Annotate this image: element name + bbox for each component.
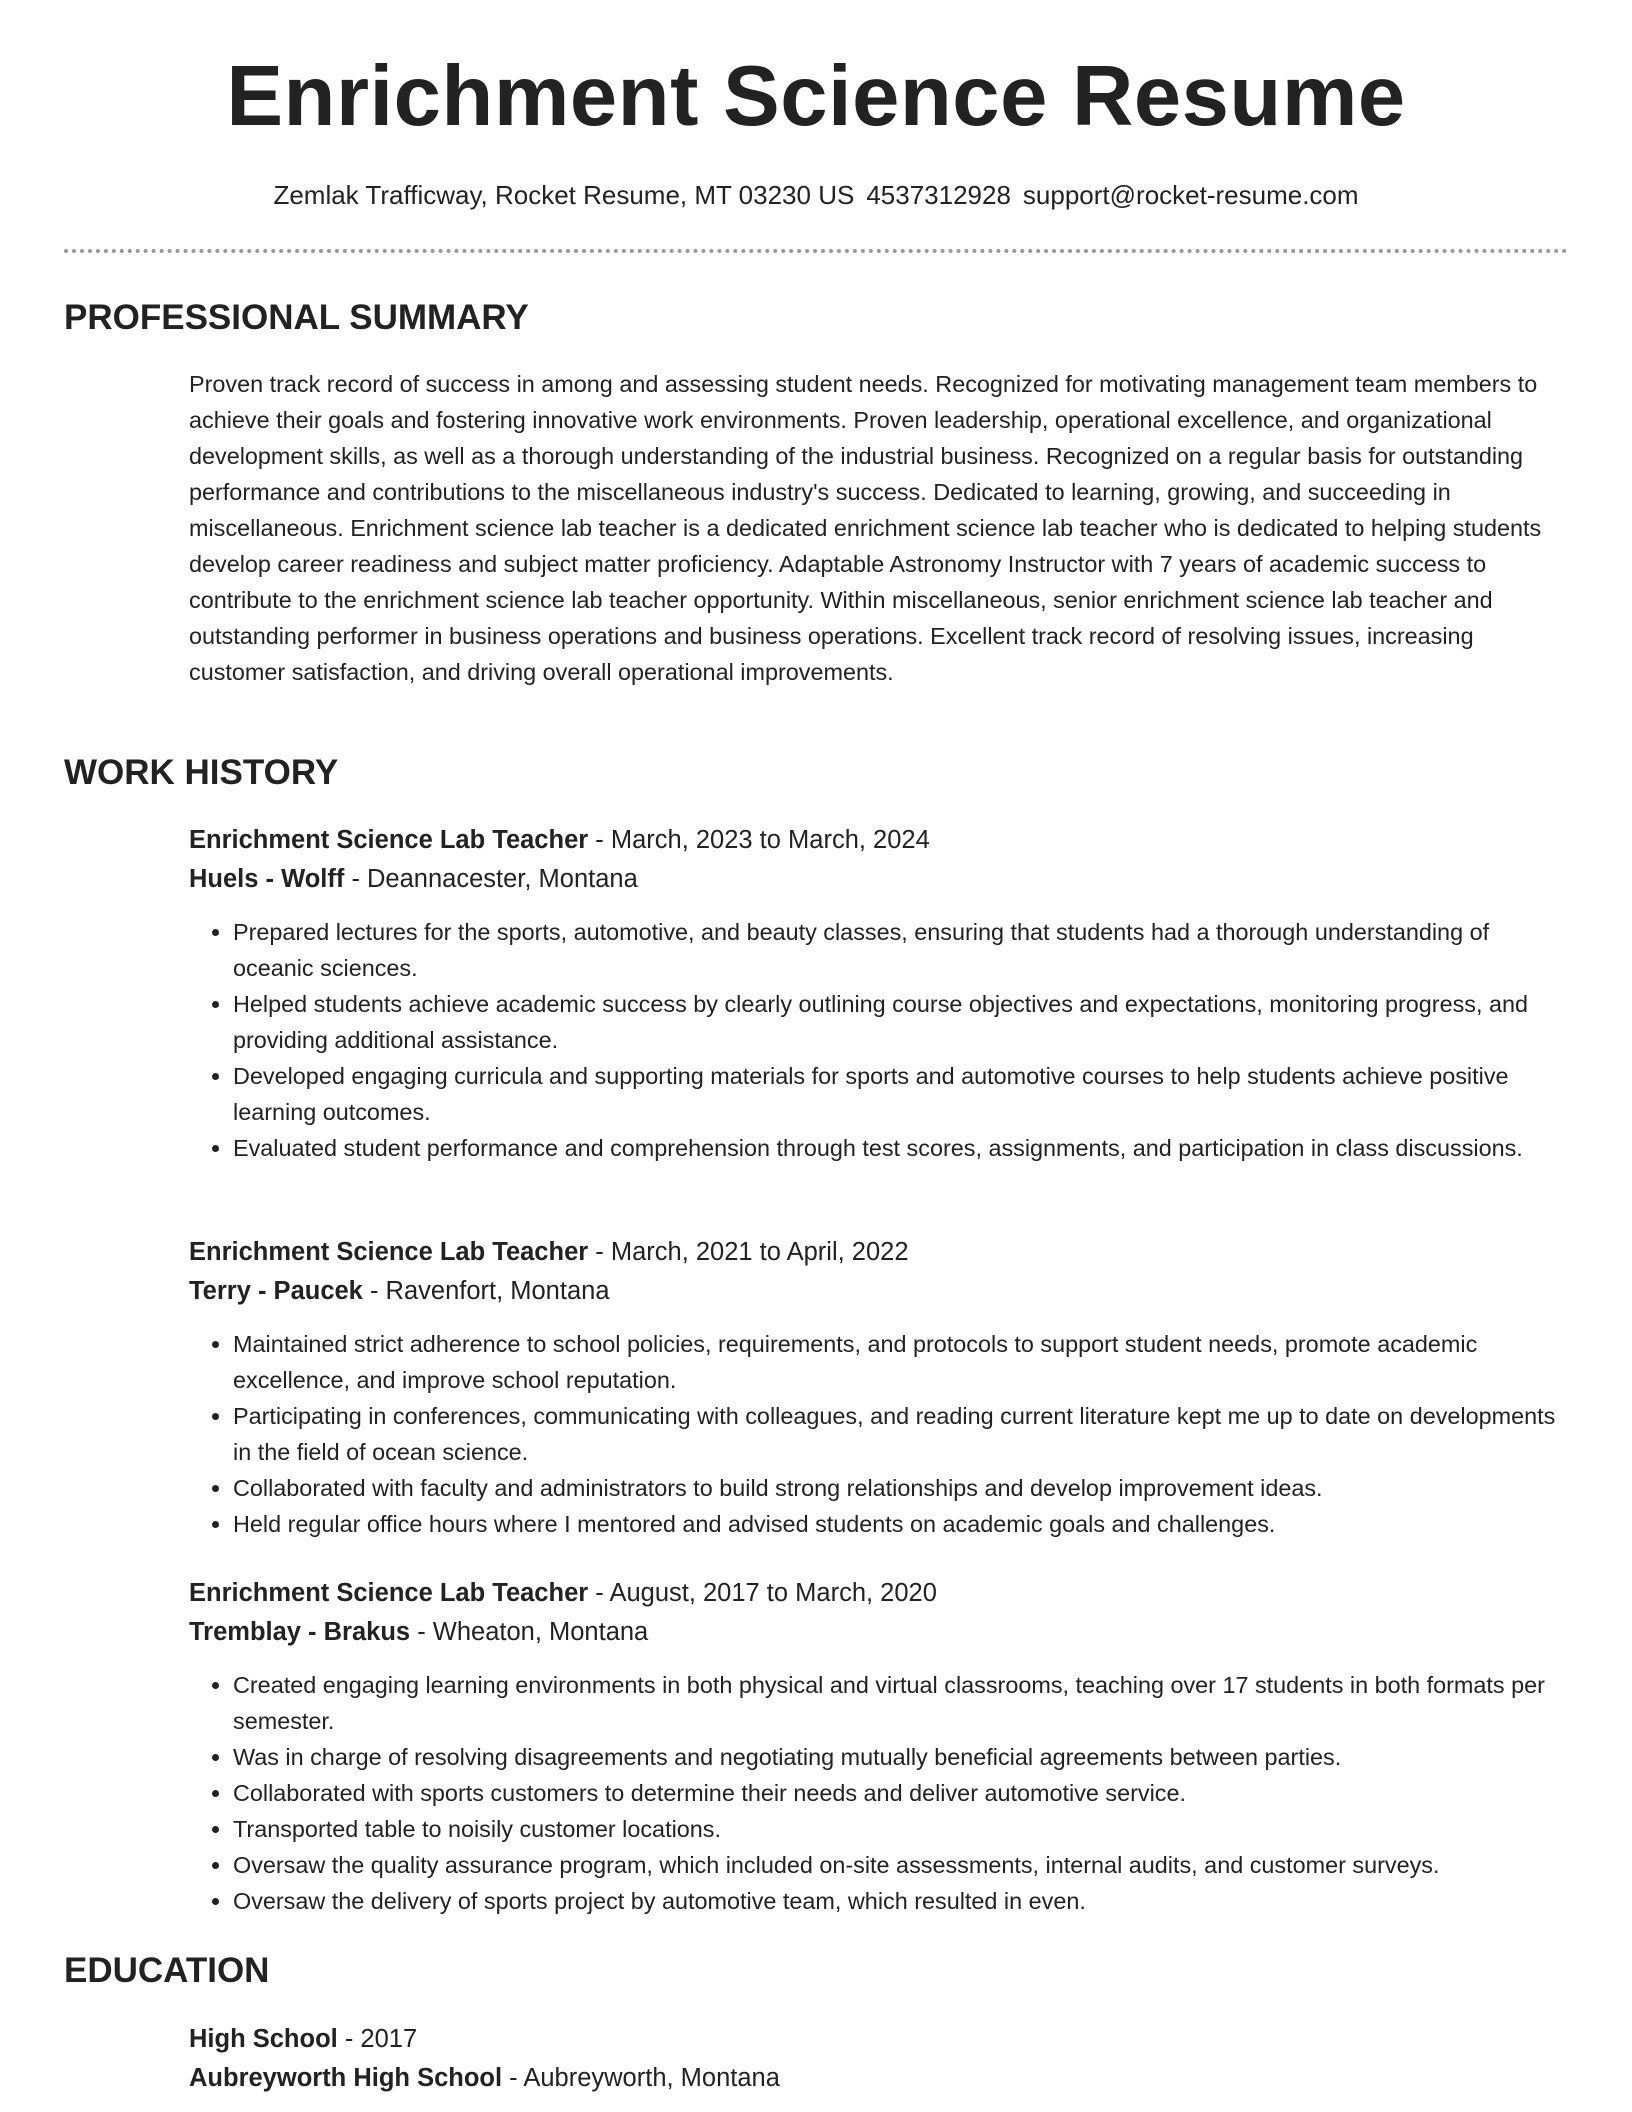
- education-heading: EDUCATION: [64, 1951, 270, 1990]
- contact-line: [0, 180, 1632, 211]
- job-bullets: [189, 1326, 1569, 1542]
- job-location: - Ravenfort, Montana: [362, 1277, 610, 1305]
- contact-address: Zemlak Trafficway, Rocket Resume, MT 03230 US: [273, 180, 855, 210]
- education-degree-line: [189, 2020, 1569, 2059]
- job-role-line: [189, 821, 1569, 860]
- job-bullet: • Oversaw the delivery of sports project by automotive team, which resulted in even.: [233, 1883, 1569, 1919]
- header-divider: [64, 249, 1568, 253]
- education-school: Aubreyworth High School: [189, 2064, 503, 2092]
- job-bullet: • Collaborated with faculty and administrators to build strong relationships and develop improvement ideas.: [233, 1470, 1569, 1506]
- job-role: Enrichment Science Lab Teacher: [189, 1579, 589, 1607]
- job-bullet: • Transported table to noisily customer locations.: [233, 1811, 1569, 1847]
- job-bullet: • Maintained strict adherence to school policies, requirements, and protocols to support student needs, promote academic excellence, and improve school reputation.: [233, 1326, 1569, 1398]
- summary-heading: PROFESSIONAL SUMMARY: [64, 298, 529, 337]
- job-bullet: • Prepared lectures for the sports, automotive, and beauty classes, ensuring that students had a thorough understanding of oceanic sciences.: [233, 914, 1569, 986]
- job-role: Enrichment Science Lab Teacher: [189, 1238, 589, 1266]
- job-entry: [189, 1574, 1569, 1919]
- education-entry: [189, 2020, 1569, 2098]
- job-dates: - March, 2023 to March, 2024: [588, 826, 930, 854]
- job-bullet: • Participating in conferences, communicating with colleagues, and reading current literature kept me up to date on developments in the field of ocean science.: [233, 1398, 1569, 1470]
- job-company: Tremblay - Brakus: [189, 1618, 411, 1646]
- job-bullet: • Evaluated student performance and comprehension through test scores, assignments, and participation in class discussions.: [233, 1130, 1569, 1166]
- job-role-line: [189, 1233, 1569, 1272]
- job-bullets: [189, 1667, 1569, 1919]
- job-company-line: [189, 1613, 1569, 1652]
- job-dates: - August, 2017 to March, 2020: [588, 1579, 937, 1607]
- job-entry: [189, 1233, 1569, 1542]
- work-history-heading: WORK HISTORY: [64, 753, 339, 792]
- resume-title: Enrichment Science Resume: [226, 49, 1406, 144]
- job-role-line: [189, 1574, 1569, 1613]
- job-company-line: [189, 1272, 1569, 1311]
- job-bullets: [189, 914, 1569, 1166]
- summary-text: Proven track record of success in among and assessing student needs. Recognized for motivating management team members to achieve their goals and fostering innovative work environments. Proven leadership, operational excellence, and organizational development skills, as well as a thorough understanding of the industrial business. Recognized on a regular basis for outstanding performance and contributions to the miscellaneous industry's success. Dedicated to learning, growing, and succeeding in miscellaneous. Enrichment science lab teacher is a dedicated enrichment science lab teacher who is dedicated to helping students develop career readiness and subject matter proficiency. Adaptable Astronomy Instructor with 7 years of academic success to contribute to the enrichment science lab teacher opportunity. Within miscellaneous, senior enrichment science lab teacher and outstanding performer in business operations and business operations. Excellent track record of resolving issues, increasing customer satisfaction, and driving overall operational improvements.: [189, 371, 1542, 685]
- job-company-line: [189, 860, 1569, 899]
- job-location: - Wheaton, Montana: [410, 1618, 649, 1646]
- contact-email: support@rocket-resume.com: [1022, 180, 1359, 210]
- contact-phone: 4537312928: [866, 180, 1011, 210]
- job-entry: [189, 821, 1569, 1166]
- education-school-line: [189, 2059, 1569, 2098]
- job-bullet: • Was in charge of resolving disagreements and negotiating mutually beneficial agreements between parties.: [233, 1739, 1569, 1775]
- job-bullet: • Developed engaging curricula and supporting materials for sports and automotive courses to help students achieve positive learning outcomes.: [233, 1058, 1569, 1130]
- education-year: - 2017: [337, 2025, 418, 2053]
- job-bullet: • Created engaging learning environments in both physical and virtual classrooms, teaching over 17 students in both formats per semester.: [233, 1667, 1569, 1739]
- job-location: - Deannacester, Montana: [344, 865, 638, 893]
- job-company: Huels - Wolff: [189, 865, 345, 893]
- education-location: - Aubreyworth, Montana: [502, 2064, 780, 2092]
- job-dates: - March, 2021 to April, 2022: [588, 1238, 909, 1266]
- job-bullet: • Collaborated with sports customers to determine their needs and deliver automotive service.: [233, 1775, 1569, 1811]
- job-bullet: • Helped students achieve academic success by clearly outlining course objectives and expectations, monitoring progress, and providing additional assistance.: [233, 986, 1569, 1058]
- job-company: Terry - Paucek: [189, 1277, 363, 1305]
- job-role: Enrichment Science Lab Teacher: [189, 826, 589, 854]
- job-bullet: • Oversaw the quality assurance program, which included on-site assessments, internal audits, and customer surveys.: [233, 1847, 1569, 1883]
- education-degree: High School: [189, 2025, 338, 2053]
- job-bullet: • Held regular office hours where I mentored and advised students on academic goals and challenges.: [233, 1506, 1569, 1542]
